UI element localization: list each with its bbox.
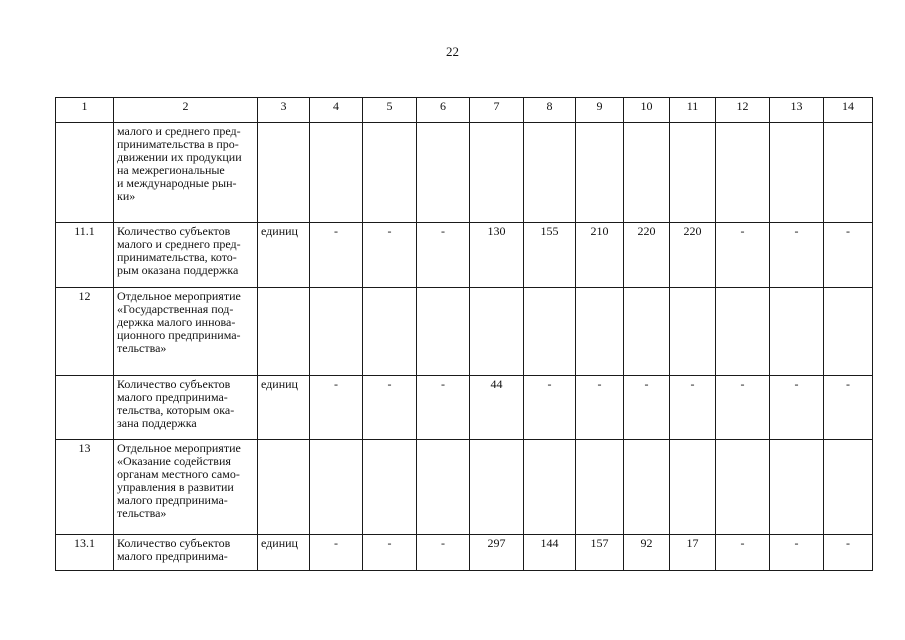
description-line: рым оказана поддержка <box>117 263 239 277</box>
value-cell <box>576 123 624 223</box>
value-cell <box>417 123 470 223</box>
value-cell: - <box>716 376 770 440</box>
table-row <box>56 376 873 440</box>
value-cell <box>770 123 824 223</box>
indicator-description <box>114 440 258 535</box>
value-cell <box>417 440 470 535</box>
description-line: ки» <box>117 189 136 203</box>
description-line: малого предпринима- <box>117 390 228 404</box>
description-line: движении их продукции <box>117 150 242 164</box>
row-number: 11.1 <box>56 223 114 288</box>
description-line: Отдельное мероприятие <box>117 289 241 303</box>
table-row <box>56 440 873 535</box>
value-cell: - <box>363 223 417 288</box>
value-cell: - <box>824 376 873 440</box>
value-cell: 157 <box>576 535 624 571</box>
description-line: управления в развитии <box>117 480 234 494</box>
table-row <box>56 535 873 571</box>
unit-cell: единиц <box>258 223 310 288</box>
description-line: малого предпринима- <box>117 549 228 563</box>
value-cell <box>470 440 524 535</box>
description-line: Количество субъектов <box>117 536 231 550</box>
value-cell: 130 <box>470 223 524 288</box>
value-cell: - <box>310 535 363 571</box>
value-cell: 220 <box>670 223 716 288</box>
value-cell <box>670 123 716 223</box>
value-cell <box>363 123 417 223</box>
indicator-description <box>114 223 258 288</box>
value-cell <box>363 440 417 535</box>
value-cell <box>824 440 873 535</box>
value-cell: - <box>524 376 576 440</box>
value-cell <box>470 288 524 376</box>
value-cell: - <box>824 223 873 288</box>
value-cell: - <box>310 223 363 288</box>
table-row <box>56 123 873 223</box>
description-line: «Оказание содействия <box>117 454 231 468</box>
description-line: ционного предпринима- <box>117 328 241 342</box>
table-row <box>56 288 873 376</box>
description-line: тельства» <box>117 341 167 355</box>
description-line: и международные рын- <box>117 176 237 190</box>
value-cell <box>624 440 670 535</box>
column-header: 5 <box>363 98 417 123</box>
unit-cell <box>258 440 310 535</box>
column-header: 2 <box>114 98 258 123</box>
value-cell: - <box>576 376 624 440</box>
value-cell <box>716 440 770 535</box>
value-cell <box>670 440 716 535</box>
description-line: тельства, которым ока- <box>117 403 235 417</box>
description-line: Количество субъектов <box>117 224 231 238</box>
value-cell <box>824 123 873 223</box>
indicator-description <box>114 376 258 440</box>
value-cell <box>716 123 770 223</box>
column-header: 14 <box>824 98 873 123</box>
indicator-description <box>114 535 258 571</box>
row-number: 13.1 <box>56 535 114 571</box>
row-number: 13 <box>56 440 114 535</box>
value-cell <box>310 440 363 535</box>
value-cell: 92 <box>624 535 670 571</box>
description-line: тельства» <box>117 506 167 520</box>
value-cell: - <box>363 376 417 440</box>
value-cell: - <box>417 535 470 571</box>
value-cell <box>770 288 824 376</box>
description-line: малого предпринима- <box>117 493 228 507</box>
value-cell: - <box>670 376 716 440</box>
value-cell <box>363 288 417 376</box>
row-number <box>56 123 114 223</box>
column-header: 9 <box>576 98 624 123</box>
value-cell: 144 <box>524 535 576 571</box>
indicator-description <box>114 288 258 376</box>
value-cell <box>824 288 873 376</box>
value-cell: - <box>824 535 873 571</box>
value-cell: - <box>770 223 824 288</box>
column-header: 3 <box>258 98 310 123</box>
value-cell <box>576 288 624 376</box>
indicator-description <box>114 123 258 223</box>
value-cell <box>670 288 716 376</box>
description-line: Количество субъектов <box>117 377 231 391</box>
row-number <box>56 376 114 440</box>
value-cell: - <box>624 376 670 440</box>
table-row <box>56 223 873 288</box>
description-line: Отдельное мероприятие <box>117 441 241 455</box>
unit-cell: единиц <box>258 376 310 440</box>
column-header: 10 <box>624 98 670 123</box>
value-cell: 44 <box>470 376 524 440</box>
description-line: органам местного само- <box>117 467 240 481</box>
value-cell: - <box>310 376 363 440</box>
column-header: 12 <box>716 98 770 123</box>
value-cell <box>624 288 670 376</box>
value-cell <box>417 288 470 376</box>
value-cell: - <box>417 223 470 288</box>
description-line: малого и среднего пред- <box>117 124 241 138</box>
unit-cell <box>258 288 310 376</box>
value-cell <box>524 123 576 223</box>
description-line: «Государственная под- <box>117 302 234 316</box>
value-cell: - <box>770 376 824 440</box>
value-cell <box>624 123 670 223</box>
value-cell: - <box>770 535 824 571</box>
column-header: 4 <box>310 98 363 123</box>
value-cell <box>770 440 824 535</box>
column-header: 13 <box>770 98 824 123</box>
unit-cell: единиц <box>258 535 310 571</box>
value-cell <box>524 288 576 376</box>
description-line: зана поддержка <box>117 416 197 430</box>
description-line: малого и среднего пред- <box>117 237 241 251</box>
description-line: принимательства в про- <box>117 137 239 151</box>
page-number: 22 <box>446 44 459 59</box>
description-line: держка малого иннова- <box>117 315 236 329</box>
value-cell <box>470 123 524 223</box>
value-cell: - <box>363 535 417 571</box>
value-cell <box>716 288 770 376</box>
value-cell <box>524 440 576 535</box>
value-cell: 297 <box>470 535 524 571</box>
column-header: 6 <box>417 98 470 123</box>
description-line: принимательства, кото- <box>117 250 237 264</box>
column-header: 11 <box>670 98 716 123</box>
value-cell: 220 <box>624 223 670 288</box>
value-cell: - <box>716 223 770 288</box>
value-cell <box>310 288 363 376</box>
description-line: на межрегиональные <box>117 163 225 177</box>
column-header: 7 <box>470 98 524 123</box>
value-cell: 210 <box>576 223 624 288</box>
value-cell: 17 <box>670 535 716 571</box>
unit-cell <box>258 123 310 223</box>
value-cell <box>576 440 624 535</box>
header-row <box>56 98 873 123</box>
row-number: 12 <box>56 288 114 376</box>
column-header: 8 <box>524 98 576 123</box>
value-cell: - <box>716 535 770 571</box>
column-header: 1 <box>56 98 114 123</box>
value-cell: - <box>417 376 470 440</box>
value-cell <box>310 123 363 223</box>
indicator-table <box>55 97 873 571</box>
value-cell: 155 <box>524 223 576 288</box>
